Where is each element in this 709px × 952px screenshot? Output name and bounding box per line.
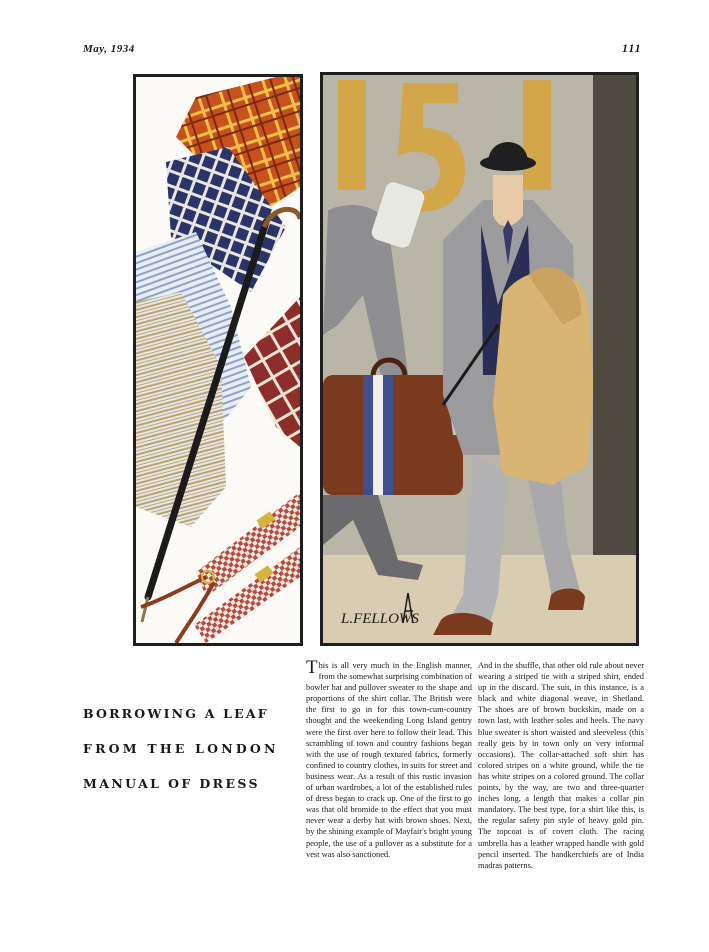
- headline-line-2: FROM THE LONDON: [83, 741, 279, 756]
- headline-line-1: BORROWING A LEAF: [83, 706, 269, 721]
- page-number: 111: [622, 41, 642, 55]
- issue-date: May, 1934: [83, 43, 135, 55]
- article-column-1: This is all very much in the English manner, from the somewhat surprising combination of bowler hat and pullover sweater to the shape and proportions of the shirt collar. The British were the first to go in for this town-cum-country thought and the weekending Long Island gentry were the first over here to follow their lead. This scrambling of town and country fashions began with the use of rough textured fabrics, formerly confined to country clothes, in suits for street and business wear. As a result of this rustic invasion of urban wardrobes, a lot of the established rules of dress began to crack up. One of the first to go was that old bromide to the effect that you must never wear a derby hat with brown shoes. Next, by the shining example of Mayfair's bright young people, the use of a pullover as a substitute for a vest was also sanctioned.: [306, 657, 472, 859]
- accessories-illustration: [133, 74, 303, 646]
- artist-signature: L.FELLOWS: [341, 611, 419, 627]
- headline-line-3: MANUAL OF DRESS: [83, 776, 260, 791]
- accessories-drawing: [136, 77, 300, 643]
- traveler-drawing: [323, 75, 636, 643]
- traveler-illustration: [320, 72, 639, 646]
- article-column-2: And in the shuffle, that other old rule about never wearing a striped tie with a striped shirt, ended up in the discard. The suit, in this instance, is a black and white diagonal weave, in Shetland. The shoes are of brown buckskin, made on a town last, with leather soles and heels. The navy blue sweater is short waisted and sleeveless (this really gets by in town only on very informal occasions). The collar-attached soft shirt has colored stripes on a white ground, while the tie has white stripes on a colored ground. The collar points, by the way, are two and three-quarter inches long, a length that makes a collar pin mandatory. The best type, for a shirt like this, is the regular safety pin style of heavy gold pin. The topcoat is of covert cloth. The racing umbrella has a leather wrapped handle with gold pencil inserted. The handkerchiefs are of India madras patterns.: [478, 661, 644, 870]
